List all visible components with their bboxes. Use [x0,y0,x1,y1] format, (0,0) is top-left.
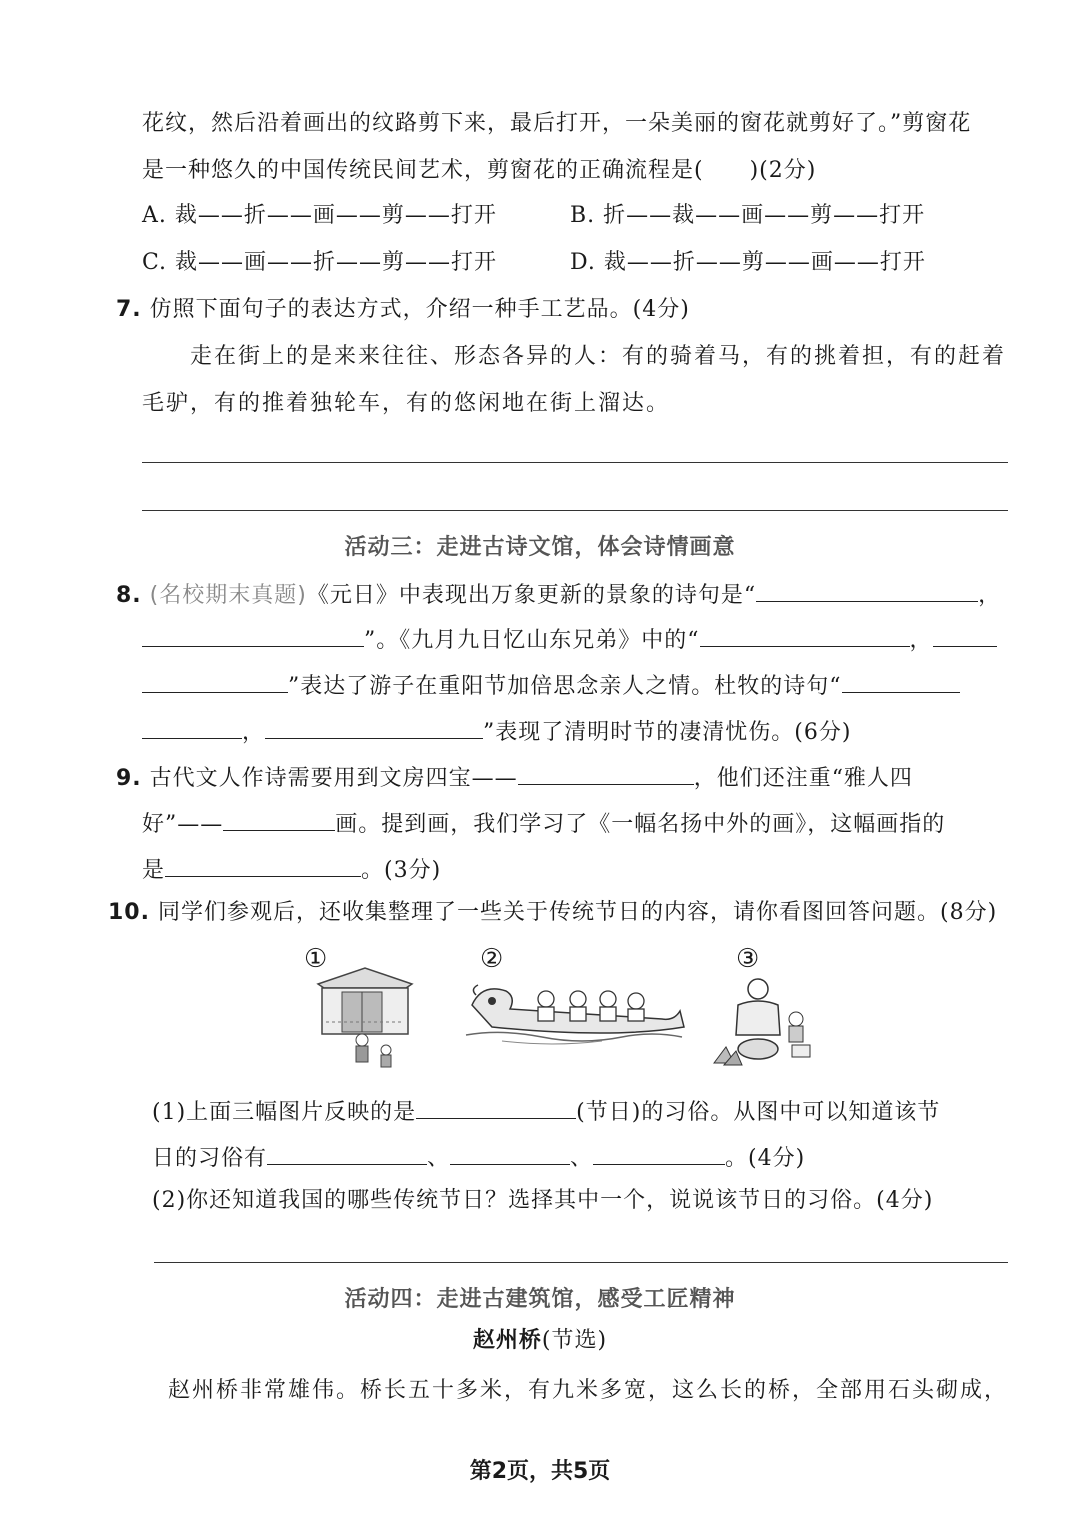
q9-line3 [142,852,441,886]
passage-title-note: (节选) [541,1328,608,1353]
q10-sub1-text2: (节日)的习俗。从图中可以知道该节 [576,1100,941,1125]
q8-blank5a[interactable] [842,668,960,693]
q10-answer-line[interactable] [154,1262,1008,1263]
q8-number: 8. [116,583,142,608]
q9-text3: 好”—— [142,812,224,837]
q8-blank5b[interactable] [142,714,242,739]
passage-title: 赵州桥 [472,1328,542,1353]
picture2-label: ② [480,944,504,974]
q10-sep2: 、 [570,1146,594,1171]
q9-line2 [142,806,945,840]
q7-answer-line1[interactable] [142,462,1008,463]
q7-example-line2: 毛驴，有的推着独轮车，有的悠闲地在街上溜达。 [142,391,671,416]
activity3-title: 活动三：走进古诗文馆，体会诗情画意 [344,535,736,560]
q10-blank-custom2[interactable] [450,1140,570,1165]
q8-blank1[interactable] [756,577,978,602]
q7-answer-line2[interactable] [142,510,1008,511]
q9-text6: 。(3分) [361,858,442,883]
q8-comma3: ， [242,720,266,745]
q8-comma1: ， [978,583,1002,608]
q10-text: 同学们参观后，还收集整理了一些关于传统节日的内容，请你看图回答问题。(8分) [157,900,998,925]
picture1-gate-illustration [310,962,420,1070]
q9-text2: ，他们还注重“雅人四 [693,766,913,791]
q8-blank4b[interactable] [142,668,288,693]
q8-blank3[interactable] [700,622,910,647]
q10-sub2: (2)你还知道我国的哪些传统节日？选择其中一个，说说该节日的习俗。(4分) [152,1188,934,1213]
q8-comma2: ， [909,628,933,653]
activity4-title: 活动四：走进古建筑馆，感受工匠精神 [344,1287,736,1312]
page-footer: 第2页，共5页 [469,1459,611,1484]
q8-text1: 《元日》中表现出万象更新的景象的诗句是“ [306,583,757,608]
q7-example-line1: 走在街上的是来来往往、形态各异的人：有的骑着马，有的挑着担，有的赶着 [190,344,1007,369]
q8-source-tag: (名校期末真题) [149,583,307,608]
q9-text5: 是 [142,858,166,883]
q6-option-a: A. 裁——折——画——剪——打开 [142,203,497,228]
picture3-family-illustration [708,975,818,1070]
q7-text: 仿照下面句子的表达方式，介绍一种手工艺品。(4分) [149,297,690,322]
q9-blank2[interactable] [223,806,335,831]
q10-blank-custom3[interactable] [593,1140,725,1165]
q9-blank1[interactable] [518,760,694,785]
q10-number: 10. [108,900,150,925]
q9-text1: 古代文人作诗需要用到文房四宝—— [149,766,518,791]
passage-line1: 赵州桥非常雄伟。桥长五十多米，有九米多宽，这么长的桥，全部用石头砌成， [168,1378,1009,1403]
q8-text3: ”表达了游子在重阳节加倍思念亲人之情。杜牧的诗句“ [288,674,842,699]
q8-blank2[interactable] [142,622,364,647]
q8-text2: ”。《九月九日忆山东兄弟》中的“ [364,628,700,653]
q8-text4: ”表现了清明时节的凄清忧伤。(6分) [483,720,852,745]
q8-line2 [142,622,997,656]
q9-number: 9. [116,766,142,791]
q8-line1 [116,577,1001,611]
q10-question [108,898,997,928]
q10-sub1-line1 [152,1094,940,1128]
picture1-label: ① [304,944,328,974]
picture2-dragon-boat-illustration [462,975,687,1047]
q10-sub1-line2 [152,1140,805,1174]
q10-blank-custom1[interactable] [267,1140,427,1165]
q7-question [116,295,690,325]
q9-line1 [116,760,913,794]
q8-blank6[interactable] [265,714,483,739]
q10-sub1-end: 。(4分) [725,1146,806,1171]
q10-sub1-text3: 日的习俗有 [152,1146,268,1171]
q10-sep1: 、 [427,1146,451,1171]
q10-blank-festival[interactable] [416,1094,576,1119]
passage-title-row [0,1326,1080,1356]
q8-blank4a[interactable] [933,622,997,647]
q6-text-line2: 是一种悠久的中国传统民间艺术，剪窗花的正确流程是( )(2分) [142,158,817,183]
q8-line4 [142,714,851,748]
q6-option-d: D. 裁——折——剪——画——打开 [570,250,926,275]
q8-line3 [142,668,960,702]
picture3-label: ③ [736,944,760,974]
q6-option-b: B. 折——裁——画——剪——打开 [570,203,926,228]
q9-blank3[interactable] [165,852,361,877]
q6-text-line1: 花纹，然后沿着画出的纹路剪下来，最后打开，一朵美丽的窗花就剪好了。”剪窗花 [142,111,972,136]
q9-text4: 画。提到画，我们学习了《一幅名扬中外的画》，这幅画指的 [335,812,946,837]
q7-number: 7. [116,297,142,322]
q6-option-c: C. 裁——画——折——剪——打开 [142,250,498,275]
q10-sub1-text1: (1)上面三幅图片反映的是 [152,1100,417,1125]
